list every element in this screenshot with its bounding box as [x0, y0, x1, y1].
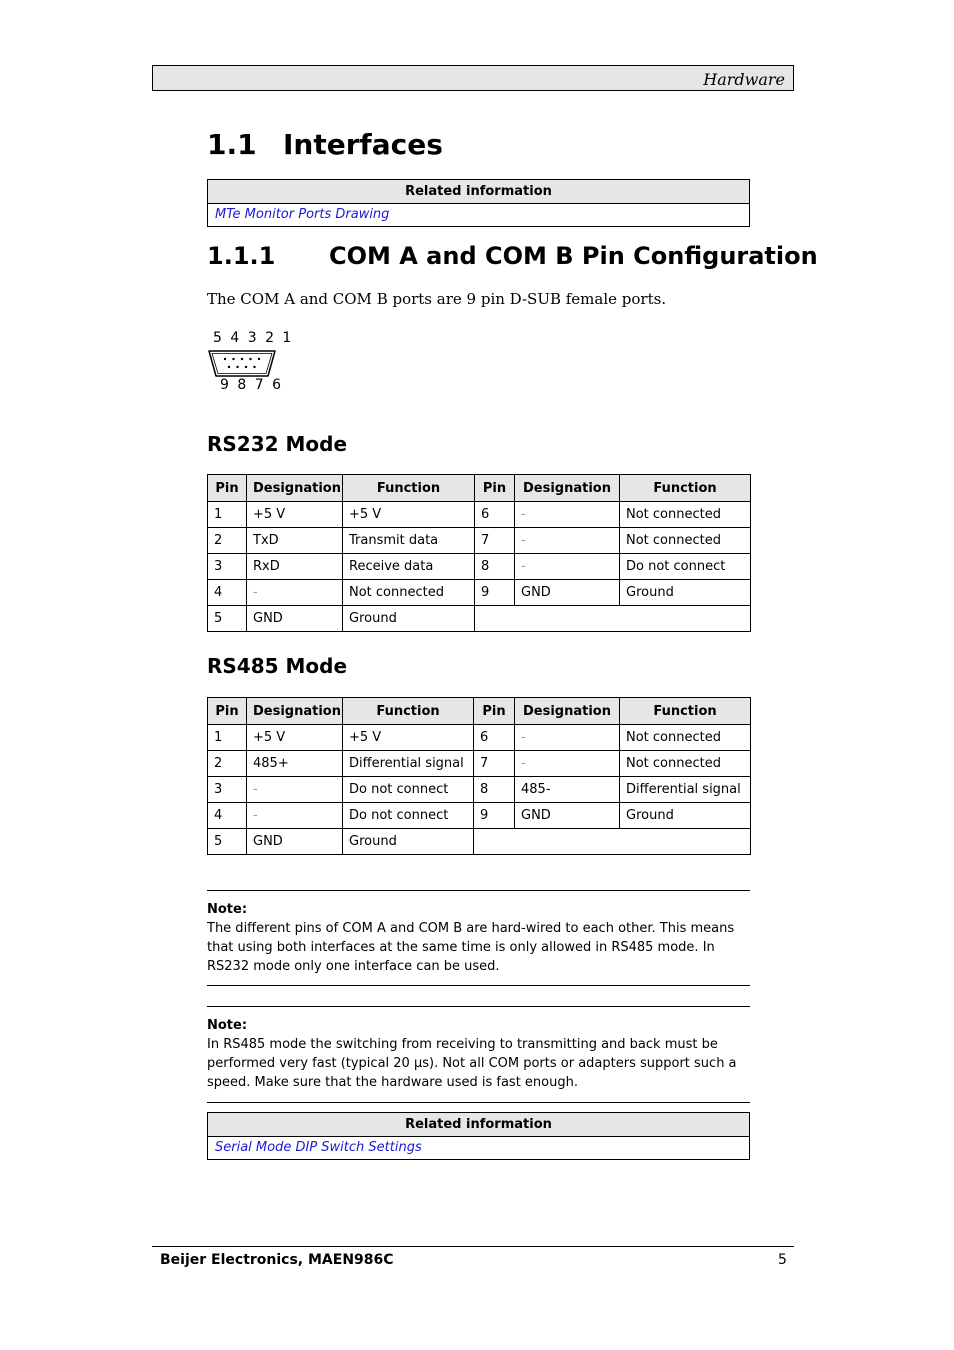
table-header-row — [208, 698, 751, 725]
table-cell: - — [515, 725, 620, 751]
column-header: Function — [343, 698, 474, 725]
column-header: Designation — [247, 698, 343, 725]
note-text: In RS485 mode the switching from receiving to transmitting and back must be performed very fast (typical 20 µs). Not all COM ports or adapters support such a speed. Make sure that the hardware used is fast enough. — [207, 1037, 737, 1090]
column-header: Pin — [474, 698, 515, 725]
related-info-box-top — [207, 179, 750, 227]
table-cell: +5 V — [343, 502, 475, 528]
table-cell: - — [515, 751, 620, 777]
empty-cell — [475, 606, 751, 632]
column-header: Pin — [208, 475, 247, 502]
empty-cell — [474, 829, 751, 855]
table-cell: 485+ — [247, 751, 343, 777]
column-header: Designation — [515, 698, 620, 725]
table-cell: 8 — [475, 554, 515, 580]
note-divider — [207, 890, 750, 891]
table-cell: 9 — [474, 803, 515, 829]
column-header: Pin — [208, 698, 247, 725]
table-cell: Transmit data — [343, 528, 475, 554]
footer-divider — [152, 1246, 794, 1247]
table-row — [208, 751, 751, 777]
table-cell: - — [515, 554, 620, 580]
rs485-pin-table — [207, 697, 751, 855]
subsection-heading — [207, 242, 818, 270]
column-header: Function — [620, 698, 751, 725]
table-cell: 1 — [208, 725, 247, 751]
table-cell: 2 — [208, 751, 247, 777]
table-cell: +5 V — [247, 502, 343, 528]
page-number: 5 — [778, 1252, 787, 1268]
note-2 — [207, 1016, 752, 1092]
table-cell: Not connected — [620, 751, 751, 777]
table-cell: Differential signal — [343, 751, 474, 777]
table-cell: - — [515, 502, 620, 528]
table-cell: Ground — [620, 803, 751, 829]
table-cell: - — [515, 528, 620, 554]
table-cell: Do not connect — [343, 803, 474, 829]
related-info-link[interactable]: Serial Mode DIP Switch Settings — [215, 1140, 422, 1155]
table-row — [208, 606, 751, 632]
table-row — [208, 803, 751, 829]
dsub-connector-icon — [206, 348, 278, 380]
table-cell: +5 V — [343, 725, 474, 751]
table-cell: 6 — [474, 725, 515, 751]
intro-text: The COM A and COM B ports are 9 pin D-SUB female ports. — [207, 290, 667, 308]
table-cell: 5 — [208, 829, 247, 855]
table-cell: Receive data — [343, 554, 475, 580]
table-cell: Differential signal — [620, 777, 751, 803]
table-cell: - — [247, 803, 343, 829]
table-cell: 9 — [475, 580, 515, 606]
section-number: 1.1 — [207, 128, 257, 161]
table-cell: - — [247, 777, 343, 803]
rs485-heading: RS485 Mode — [207, 654, 348, 678]
table-cell: Do not connect — [620, 554, 751, 580]
table-row — [208, 725, 751, 751]
table-row — [208, 829, 751, 855]
table-cell: 2 — [208, 528, 247, 554]
table-cell: Ground — [343, 829, 474, 855]
table-cell: +5 V — [247, 725, 343, 751]
table-cell: 6 — [475, 502, 515, 528]
table-row — [208, 580, 751, 606]
table-cell: 7 — [475, 528, 515, 554]
related-info-link[interactable]: MTe Monitor Ports Drawing — [215, 207, 390, 222]
column-header: Pin — [475, 475, 515, 502]
dsub-connector-diagram — [205, 330, 294, 396]
related-info-box-bottom — [207, 1112, 750, 1160]
table-row — [208, 528, 751, 554]
related-info-heading: Related information — [208, 180, 749, 204]
note-text: The different pins of COM A and COM B are hard-wired to each other. This means that using both interfaces at the same time is only allowed in RS485 mode. In RS232 mode only one interface can be used. — [207, 921, 735, 974]
table-cell: Ground — [343, 606, 475, 632]
table-cell: 3 — [208, 777, 247, 803]
table-cell: Not connected — [620, 725, 751, 751]
note-1 — [207, 900, 752, 976]
table-row — [208, 554, 751, 580]
table-cell: 4 — [208, 580, 247, 606]
table-cell: Do not connect — [343, 777, 474, 803]
note-divider — [207, 985, 750, 986]
table-header-row — [208, 475, 751, 502]
table-cell: 3 — [208, 554, 247, 580]
subsection-number: 1.1.1 — [207, 242, 276, 270]
table-row — [208, 777, 751, 803]
table-cell: Not connected — [343, 580, 475, 606]
table-cell: 1 — [208, 502, 247, 528]
running-header-section: Hardware — [703, 70, 785, 89]
connector-bottom-pin-labels: 9 8 7 6 — [220, 377, 283, 393]
table-cell: - — [247, 580, 343, 606]
column-header: Designation — [247, 475, 343, 502]
table-cell: GND — [515, 580, 620, 606]
table-row — [208, 502, 751, 528]
note-title: Note: — [207, 902, 248, 917]
related-info-heading: Related information — [208, 1113, 749, 1137]
column-header: Function — [620, 475, 751, 502]
note-title: Note: — [207, 1018, 248, 1033]
table-cell: 4 — [208, 803, 247, 829]
table-cell: Not connected — [620, 528, 751, 554]
table-cell: Not connected — [620, 502, 751, 528]
footer-document-id: Beijer Electronics, MAEN986C — [160, 1252, 394, 1268]
table-cell: GND — [247, 606, 343, 632]
table-cell: 485- — [515, 777, 620, 803]
table-cell: GND — [515, 803, 620, 829]
table-cell: Ground — [620, 580, 751, 606]
section-heading — [207, 128, 443, 161]
table-cell: 5 — [208, 606, 247, 632]
table-cell: 8 — [474, 777, 515, 803]
table-cell: RxD — [247, 554, 343, 580]
running-header — [152, 65, 794, 91]
note-divider — [207, 1102, 750, 1103]
rs232-heading: RS232 Mode — [207, 432, 348, 456]
connector-top-pin-labels: 5 4 3 2 1 — [213, 330, 294, 346]
subsection-title: COM A and COM B Pin Configuration — [329, 242, 818, 270]
table-cell: TxD — [247, 528, 343, 554]
table-cell: 7 — [474, 751, 515, 777]
note-divider — [207, 1006, 750, 1007]
column-header: Function — [343, 475, 475, 502]
rs232-pin-table — [207, 474, 751, 632]
table-cell: GND — [247, 829, 343, 855]
column-header: Designation — [515, 475, 620, 502]
section-title: Interfaces — [283, 128, 443, 161]
